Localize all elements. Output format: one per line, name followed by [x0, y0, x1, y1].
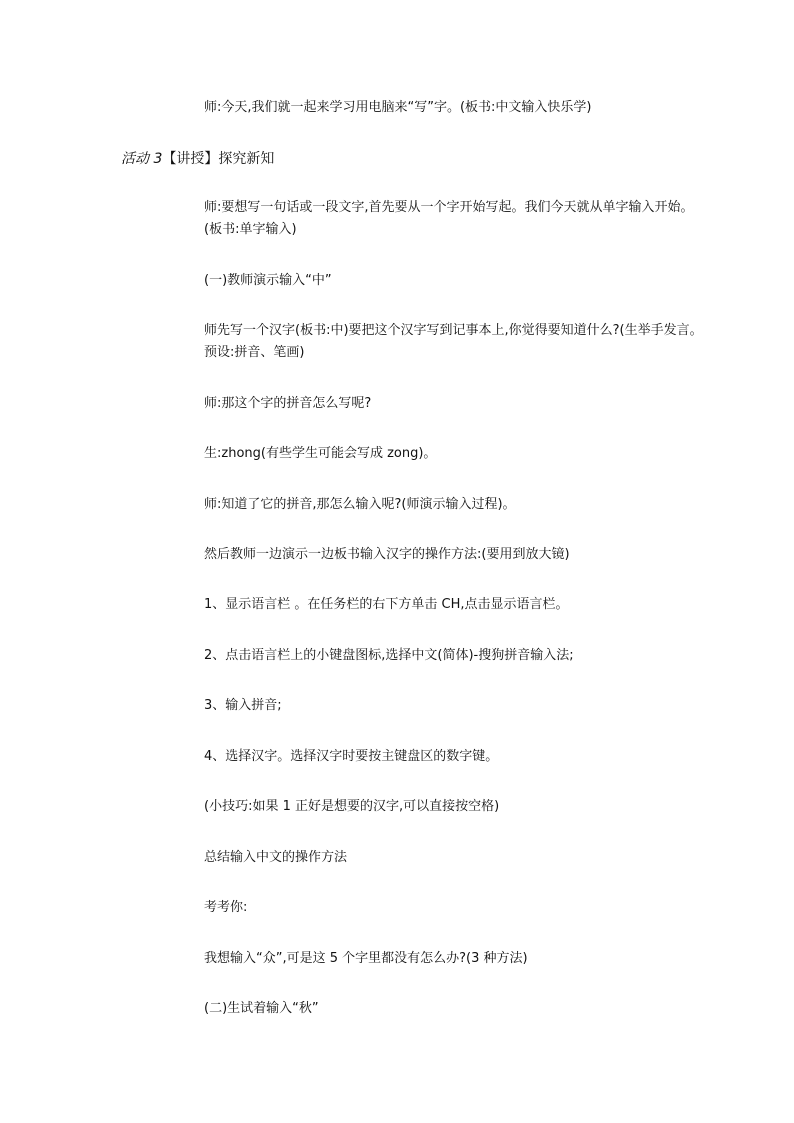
quiz-heading: 考考你: [204, 900, 248, 915]
paragraph-teacher-demo: 师:知道了它的拼音,那怎么输入呢?(师演示输入过程)。 [204, 497, 516, 512]
activity-label: 活动 3 [121, 151, 163, 167]
paragraph-section-two: (二)生试着输入“秋” [204, 1001, 319, 1016]
paragraph-explain: 师:要想写一句话或一段文字,首先要从一个字开始写起。我们今天就从单字输入开始。(板书:单字输入) [204, 200, 694, 237]
quiz-question: 我想输入“众”,可是这 5 个字里都没有怎么办?(3 种方法) [204, 951, 528, 966]
step-1: 1、显示语言栏 。在任务栏的右下方单击 CH,点击显示语言栏。 [204, 597, 569, 612]
step-2: 2、点击语言栏上的小键盘图标,选择中文(简体)-搜狗拼音输入法; [204, 648, 574, 663]
step-4: 4、选择汉字。选择汉字时要按主键盘区的数字键。 [204, 749, 499, 764]
paragraph-student-answer: 生:zhong(有些学生可能会写成 zong)。 [204, 446, 437, 461]
activity-title: 探究新知 [218, 151, 275, 167]
tip-paragraph: (小技巧:如果 1 正好是想要的汉字,可以直接按空格) [204, 799, 500, 814]
paragraph-teacher-pinyin: 师:那这个字的拼音怎么写呢? [204, 396, 372, 411]
paragraph-section-one: (一)教师演示输入“中” [204, 273, 332, 288]
summary-paragraph: 总结输入中文的操作方法 [204, 850, 348, 865]
step-3: 3、输入拼音; [204, 698, 282, 713]
activity-heading [121, 148, 274, 170]
intro-paragraph: 师:今天,我们就一起来学习用电脑来“写”字。(板书:中文输入快乐学) [204, 100, 592, 115]
paragraph-question: 师先写一个汉字(板书:中)要把这个汉字写到记事本上,你觉得要知道什么?(生举手发言。预设:拼音、笔画) [204, 323, 703, 360]
activity-tag: 【讲授】 [162, 151, 219, 167]
paragraph-method-intro: 然后教师一边演示一边板书输入汉字的操作方法:(要用到放大镜) [204, 547, 570, 562]
